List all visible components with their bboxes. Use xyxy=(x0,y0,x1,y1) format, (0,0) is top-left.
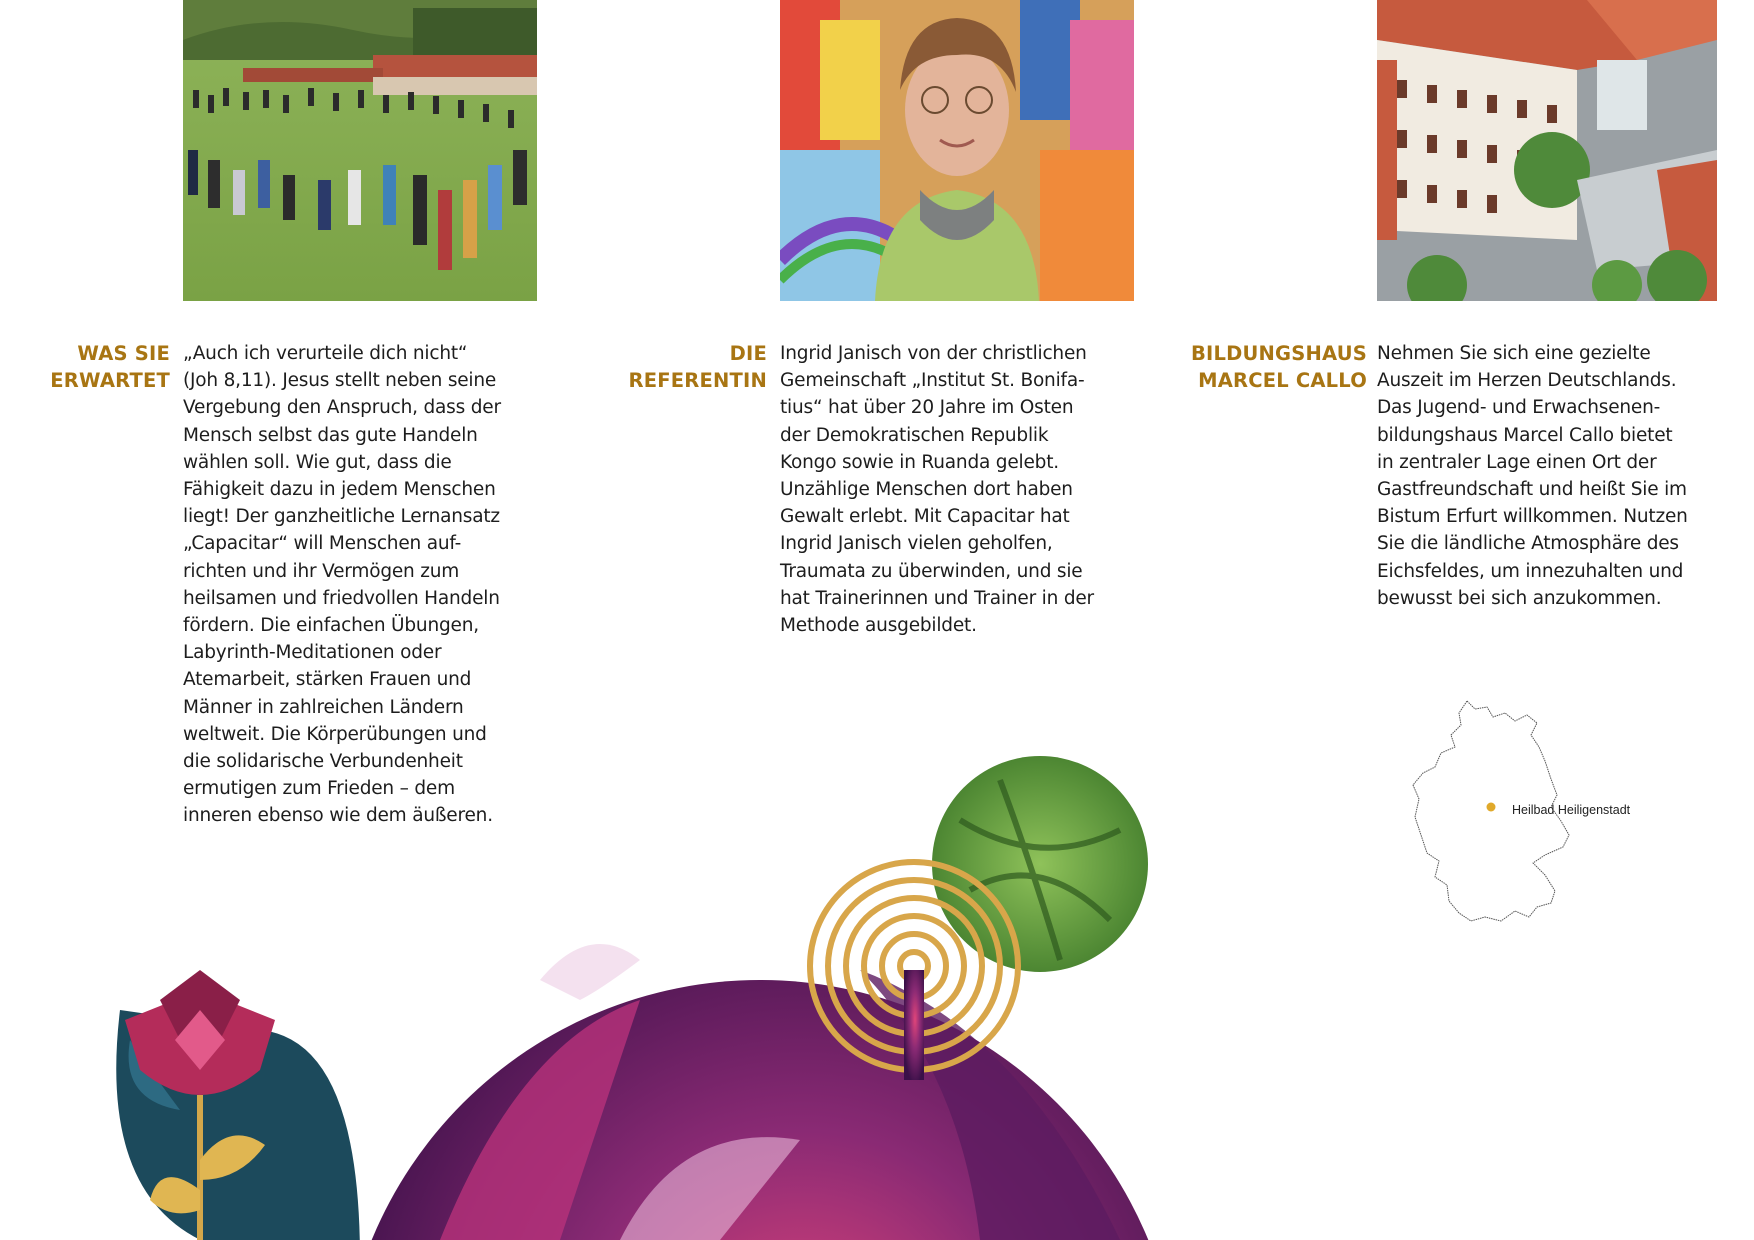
flower-half-circle xyxy=(340,944,1180,1240)
heading-was-sie-erwartet: WAS SIE ERWARTET xyxy=(50,342,170,392)
photo-referentin-portrait xyxy=(780,0,1134,301)
text-die-referentin: Ingrid Janisch von der christlichen Gemeinschaft „Institut St. Bonifa- tius“ hat über 20 Jahre im Osten der Demokratischen Republik Kongo sowie in Ruanda gelebt. Unzählige Menschen dort haben Gewalt erlebt. Mit Capacitar hat Ingrid Janisch vielen geholfen, Traumata zu überwinden, und sie hat Trainerinnen und Trainer in der Methode ausgebildet. xyxy=(780,343,1094,637)
map-label-heiligenstadt: Heilbad Heiligenstadt xyxy=(1512,803,1631,817)
text-bildungshaus: Nehmen Sie sich eine gezielte Auszeit im Herzen Deutschlands. Das Jugend- und Erwachsenen- bildungshaus Marcel Callo bietet in zentraler Lage einen Ort der Gastfreundschaft und heißt Sie im Bistum Erfurt willkommen. Nutzen Sie die ländliche Atmosphäre des Eichsfeldes, um innezuhalten und bewusst bei sich anzukommen. xyxy=(1377,343,1688,609)
photo-outdoor-group-exercise xyxy=(183,0,537,301)
heading-bildungshaus: BILDUNGSHAUS MARCEL CALLO xyxy=(1190,342,1367,392)
heading-die-referentin: DIE REFERENTIN xyxy=(628,342,767,392)
photo-bildungshaus-aerial xyxy=(1377,0,1717,301)
decorative-artwork xyxy=(0,740,1754,1240)
tulip-illustration xyxy=(116,970,360,1240)
text-was-sie-erwartet: „Auch ich verurteile dich nicht“ (Joh 8,11). Jesus stellt neben seine Vergebung den Anspruch, dass der Mensch selbst das gute Handeln wählen soll. Wie gut, dass die Fähigkeit dazu in jedem Menschen liegt! Der ganzheitliche Lernansatz „Capacitar“ will Menschen auf- richten und ihr Vermögen zum heilsamen und friedvollen Handeln fördern. Die einfachen Übungen, Labyrinth-Meditationen oder Atemarbeit, stärken Frauen und Männer in zahlreichen Ländern weltweit. Die Körperübungen und die solidarische Verbundenheit ermutigen zum Frieden – dem inneren ebenso wie dem äußeren. xyxy=(183,343,501,827)
moss-circle xyxy=(932,756,1148,972)
